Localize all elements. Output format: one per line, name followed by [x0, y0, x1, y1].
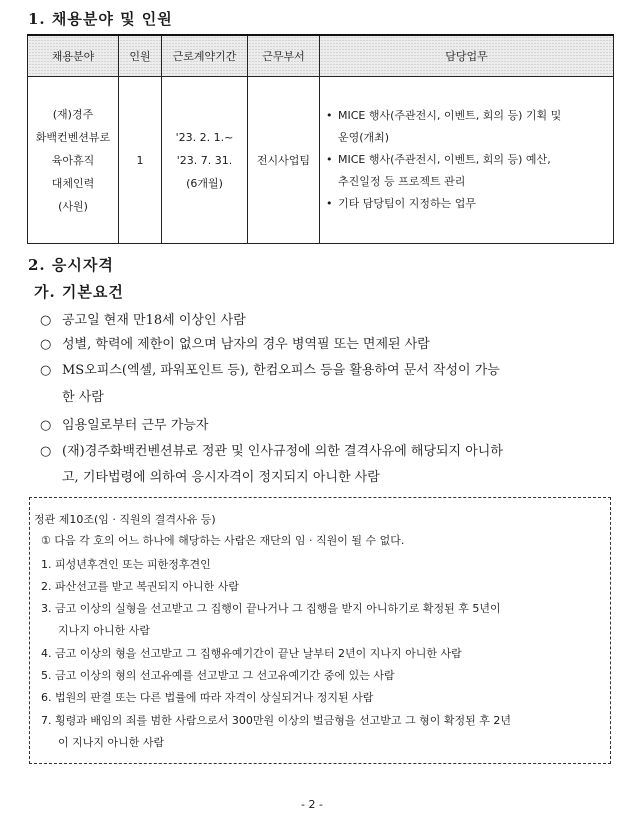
qualification-text: 공고일 현재 만18세 이상인 사람	[62, 313, 246, 328]
qualification-text-cont: 고, 기타법령에 의하여 응시자격이 정지되지 아니한 사람	[62, 470, 380, 485]
statute-item-cont: 지나지 아니한 사람	[58, 624, 151, 637]
circle-bullet-icon: ○	[40, 363, 52, 378]
statute-item: 3. 금고 이상의 실형을 선고받고 그 집행이 끝나거나 그 집행을 받지 아니하기로 확정된 후 5년이	[41, 602, 501, 615]
duty-item	[326, 105, 613, 149]
statute-item: 7. 횡령과 배임의 죄를 범한 사람으로서 300만원 이상의 벌금형을 선고받고 그 형이 확정된 후 2년	[41, 714, 511, 727]
circle-bullet-icon: ○	[40, 418, 52, 433]
section-1-title: 1. 채용분야 및 인원	[28, 10, 173, 28]
qualification-item	[40, 359, 500, 378]
duty-line: 추진일정 등 프로젝트 관리	[338, 175, 466, 188]
header-period: 근로계약기간	[162, 35, 248, 77]
table-header-row	[28, 35, 614, 77]
period-line: (6개월)	[186, 176, 223, 190]
statute-box	[29, 497, 611, 764]
header-count: 인원	[119, 35, 162, 77]
duty-line: 기타 담당팀이 지정하는 업무	[338, 197, 477, 210]
circle-bullet-icon: ○	[40, 313, 52, 328]
period-line: '23. 2. 1.~	[175, 130, 234, 144]
duty-item	[326, 193, 613, 215]
qualification-item	[40, 333, 430, 352]
duty-line: 운영(개최)	[338, 131, 390, 144]
cell-duties	[320, 77, 614, 244]
period-line: '23. 7. 31.	[176, 153, 233, 167]
qualification-text: 성별, 학력에 제한이 없으며 남자의 경우 병역필 또는 면제된 사람	[62, 337, 430, 352]
circle-bullet-icon: ○	[40, 337, 52, 352]
duty-line: MICE 행사(주관전시, 이벤트, 회의 등) 예산,	[338, 153, 551, 166]
header-dept: 근무부서	[248, 35, 320, 77]
qualification-text-cont: 한 사람	[62, 390, 104, 405]
cell-period	[162, 77, 248, 244]
statute-item: 2. 파산선고를 받고 복권되지 아니한 사람	[41, 580, 239, 593]
field-line: 육아휴직	[51, 153, 95, 167]
statute-item: 6. 법원의 판결 또는 다른 법률에 따라 자격이 상실되거나 정지된 사람	[41, 691, 374, 704]
statute-intro: ① 다음 각 호의 어느 하나에 해당하는 사람은 재단의 임 · 직원이 될 수 없다.	[41, 534, 405, 547]
statute-item: 5. 금고 이상의 형의 선고유예를 선고받고 그 선고유예기간 중에 있는 사람	[41, 669, 395, 682]
statute-title: 정관 제10조(임 · 직원의 결격사유 등)	[34, 513, 216, 526]
recruitment-table	[27, 34, 614, 244]
field-line: (사원)	[58, 199, 88, 213]
qualification-item	[40, 414, 208, 433]
header-duties: 담당업무	[320, 35, 614, 77]
qualification-item	[40, 440, 503, 459]
field-line: 대체인력	[51, 176, 95, 190]
statute-item-cont: 이 지나지 아니한 사람	[58, 736, 165, 749]
bullet-icon: •	[326, 197, 333, 210]
field-line: (재)경주	[52, 107, 94, 121]
subsection-title: 가. 기본요건	[34, 283, 124, 301]
qualification-text: (재)경주화백컨벤션뷰로 정관 및 인사규정에 의한 결격사유에 해당되지 아니하	[62, 444, 503, 459]
qualification-text: MS오피스(엑셀, 파워포인트 등), 한컴오피스 등을 활용하여 문서 작성이 가능	[62, 363, 500, 378]
cell-count: 1	[119, 77, 162, 244]
bullet-icon: •	[326, 109, 333, 122]
circle-bullet-icon: ○	[40, 444, 52, 459]
duty-line: MICE 행사(주관전시, 이벤트, 회의 등) 기획 및	[338, 109, 562, 122]
cell-dept: 전시사업팀	[248, 77, 320, 244]
qualification-item	[40, 309, 246, 328]
page-number: - 2 -	[301, 798, 323, 811]
header-field: 채용분야	[28, 35, 119, 77]
cell-field	[28, 77, 119, 244]
qualification-text: 임용일로부터 근무 가능자	[62, 418, 209, 433]
table-row	[28, 77, 614, 244]
bullet-icon: •	[326, 153, 333, 166]
duty-item	[326, 149, 613, 193]
field-line: 화백컨벤션뷰로	[35, 130, 111, 144]
statute-item: 1. 피성년후견인 또는 피한정후견인	[41, 558, 211, 571]
statute-item: 4. 금고 이상의 형을 선고받고 그 집행유예기간이 끝난 날부터 2년이 지나지 아니한 사람	[41, 647, 462, 660]
section-2-title: 2. 응시자격	[28, 256, 114, 274]
